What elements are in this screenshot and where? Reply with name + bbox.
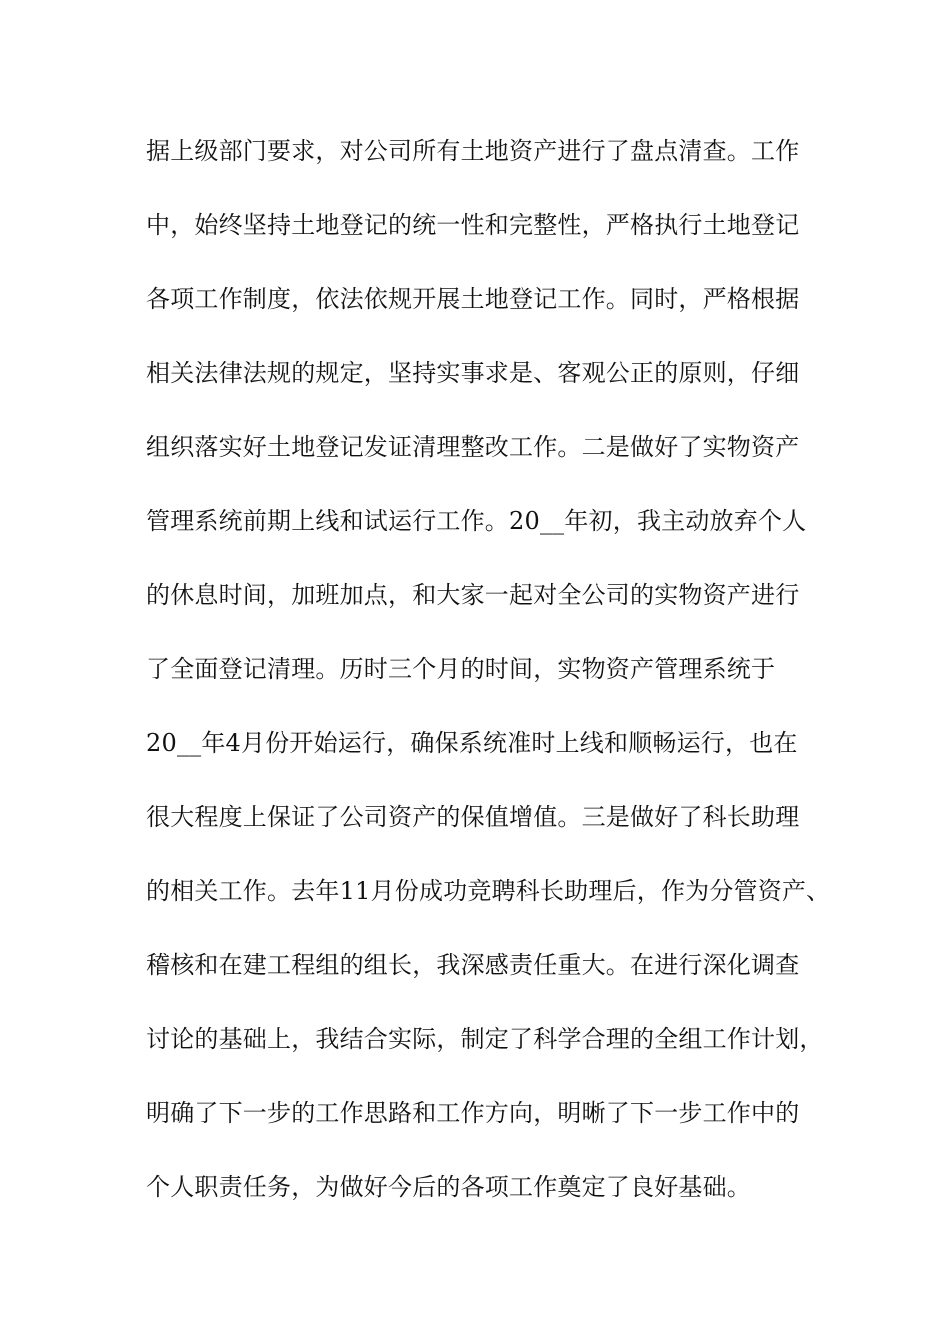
text-line: 个人职责任务，为做好今后的各项工作奠定了良好基础。 xyxy=(146,1173,751,1201)
text-line: 管理系统前期上线和试运行工作。20__年初，我主动放弃个人 xyxy=(146,507,807,535)
text-line: 各项工作制度，依法依规开展土地登记工作。同时，严格根据 xyxy=(146,285,800,313)
text-line: 稽核和在建工程组的组长，我深感责任重大。在进行深化调查 xyxy=(146,951,800,979)
text-line: 的相关工作。去年11月份成功竞聘科长助理后，作为分管资产、 xyxy=(146,877,831,905)
text-line: 20__年4月份开始运行，确保系统准时上线和顺畅运行，也在 xyxy=(146,729,798,757)
text-line: 很大程度上保证了公司资产的保值增值。三是做好了科长助理 xyxy=(146,803,800,831)
text-line: 讨论的基础上，我结合实际，制定了科学合理的全组工作计划， xyxy=(146,1025,824,1053)
text-line: 组织落实好土地登记发证清理整改工作。二是做好了实物资产 xyxy=(146,433,800,461)
text-line: 了全面登记清理。历时三个月的时间，实物资产管理系统于 xyxy=(146,655,776,683)
body-paragraph xyxy=(146,131,831,1241)
text-line: 中，始终坚持土地登记的统一性和完整性，严格执行土地登记 xyxy=(146,211,800,239)
text-line: 相关法律法规的规定，坚持实事求是、客观公正的原则，仔细 xyxy=(146,359,800,387)
text-line: 的休息时间，加班加点，和大家一起对全公司的实物资产进行 xyxy=(146,581,800,609)
text-line: 明确了下一步的工作思路和工作方向，明晰了下一步工作中的 xyxy=(146,1099,800,1127)
text-line: 据上级部门要求，对公司所有土地资产进行了盘点清查。工作 xyxy=(146,137,800,165)
